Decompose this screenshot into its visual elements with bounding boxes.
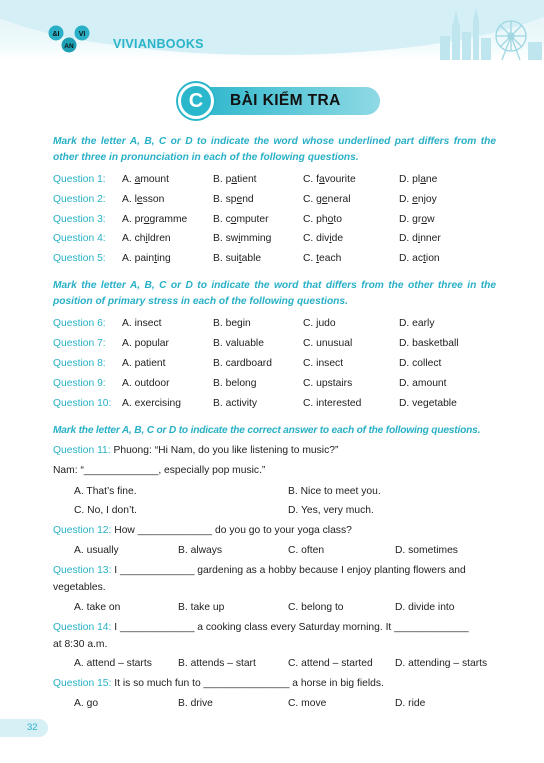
section-title: BÀI KIỂM TRA: [230, 92, 341, 109]
question-label: Question 12:: [53, 525, 112, 536]
question-label: Question 1:: [53, 174, 106, 185]
option-d[interactable]: D. early: [399, 318, 435, 329]
instruction-stress: Mark the letter A, B, C or D to indicate the word that differs from the other three in the position of primary stress in each of the following questions.: [53, 280, 496, 307]
question-11-line-2: Nam: “_____________, especially pop music.”: [53, 465, 266, 476]
option-c[interactable]: C. photo: [303, 214, 342, 225]
option-a[interactable]: A. exercising: [122, 398, 181, 409]
question-label: Question 4:: [53, 233, 106, 244]
option-b[interactable]: B. swimming: [213, 233, 272, 244]
logo-letters-bottom: AN: [64, 43, 74, 50]
option-b[interactable]: B. attends – start: [178, 658, 256, 669]
question-14-stem: [53, 622, 469, 633]
option-c[interactable]: C. upstairs: [303, 378, 353, 389]
option-d[interactable]: D. vegetable: [399, 398, 457, 409]
question-text: How _____________ do you go to your yoga class?: [111, 525, 352, 536]
option-a[interactable]: A. take on: [74, 602, 121, 613]
option-c[interactable]: C. interested: [303, 398, 362, 409]
option-c[interactable]: C. teach: [303, 253, 342, 264]
question-label: Question 13:: [53, 565, 112, 576]
option-d[interactable]: D. action: [399, 253, 440, 264]
question-label: Question 6:: [53, 318, 106, 329]
option-b[interactable]: B. take up: [178, 602, 225, 613]
option-c[interactable]: C. general: [303, 194, 351, 205]
option-c[interactable]: C. often: [288, 545, 325, 556]
question-label: Question 15:: [53, 678, 112, 689]
option-b[interactable]: B. computer: [213, 214, 269, 225]
option-b[interactable]: B. patient: [213, 174, 257, 185]
question-text: Phuong: “Hi Nam, do you like listening to music?”: [110, 445, 339, 456]
question-label: Question 7:: [53, 338, 106, 349]
option-a[interactable]: A. painting: [122, 253, 171, 264]
question-label: Question 10:: [53, 398, 112, 409]
option-b[interactable]: B. belong: [213, 378, 257, 389]
question-14-line-2: at 8:30 a.m.: [53, 639, 108, 650]
question-label: Question 8:: [53, 358, 106, 369]
logo-letters-left: &I: [52, 31, 60, 38]
option-d[interactable]: D. ride: [395, 698, 426, 709]
question-text: I _____________ a cooking class every Saturday morning. It _____________: [111, 622, 469, 633]
option-a[interactable]: A. patient: [122, 358, 166, 369]
option-d[interactable]: D. basketball: [399, 338, 459, 349]
brand-name: VIVIANBOOKS: [113, 37, 204, 51]
option-d[interactable]: D. plane: [399, 174, 438, 185]
option-b[interactable]: B. valuable: [213, 338, 264, 349]
option-a[interactable]: A. programme: [122, 214, 188, 225]
instruction-pronunciation: Mark the letter A, B, C or D to indicate the word whose underlined part differs from the other three in pronunciation in each of the following questions.: [53, 136, 496, 163]
option-a[interactable]: A. attend – starts: [74, 658, 152, 669]
option-d[interactable]: D. collect: [399, 358, 442, 369]
option-c[interactable]: C. unusual: [303, 338, 353, 349]
question-label: Question 14:: [53, 622, 112, 633]
option-a[interactable]: A. usually: [74, 545, 119, 556]
option-a[interactable]: A. amount: [122, 174, 169, 185]
section-header: [178, 83, 382, 119]
question-13-stem: [53, 565, 466, 576]
option-c[interactable]: C. move: [288, 698, 327, 709]
question-11-stem: [53, 445, 338, 456]
question-15-stem: [53, 678, 384, 689]
option-b[interactable]: B. spend: [213, 194, 254, 205]
option-b[interactable]: B. begin: [213, 318, 251, 329]
section-letter: C: [178, 83, 214, 119]
option-c[interactable]: C. attend – started: [288, 658, 373, 669]
instruction-correct-answer: Mark the letter A, B, C or D to indicate the correct answer to each of the following questions.: [53, 425, 481, 436]
option-d[interactable]: D. dinner: [399, 233, 441, 244]
option-d[interactable]: D. Yes, very much.: [288, 505, 374, 516]
question-12-stem: [53, 525, 352, 536]
option-c[interactable]: C. favourite: [303, 174, 356, 185]
option-c[interactable]: C. No, I don’t.: [74, 505, 137, 516]
option-b[interactable]: B. cardboard: [213, 358, 272, 369]
option-b[interactable]: B. drive: [178, 698, 213, 709]
option-a[interactable]: A. children: [122, 233, 171, 244]
option-c[interactable]: C. divide: [303, 233, 344, 244]
question-13-line-2: vegetables.: [53, 582, 106, 593]
city-skyline-icon: [436, 6, 544, 60]
option-b[interactable]: B. activity: [213, 398, 258, 409]
question-text: It is so much fun to _______________ a horse in big fields.: [111, 678, 384, 689]
page-number: 32: [0, 719, 48, 737]
option-d[interactable]: D. sometimes: [395, 545, 458, 556]
option-b[interactable]: B. Nice to meet you.: [288, 486, 381, 497]
option-a[interactable]: A. lesson: [122, 194, 165, 205]
option-a[interactable]: A. go: [74, 698, 99, 709]
option-c[interactable]: C. insect: [303, 358, 344, 369]
question-label: Question 11:: [53, 445, 111, 456]
option-a[interactable]: A. outdoor: [122, 378, 170, 389]
question-label: Question 5:: [53, 253, 106, 264]
question-label: Question 3:: [53, 214, 106, 225]
question-label: Question 2:: [53, 194, 106, 205]
option-d[interactable]: D. divide into: [395, 602, 455, 613]
option-d[interactable]: D. enjoy: [399, 194, 437, 205]
option-c[interactable]: C. belong to: [288, 602, 344, 613]
question-text: I _____________ gardening as a hobby because I enjoy planting flowers and: [111, 565, 466, 576]
option-b[interactable]: B. always: [178, 545, 223, 556]
option-a[interactable]: A. insect: [122, 318, 162, 329]
option-b[interactable]: B. suitable: [213, 253, 262, 264]
vivianbooks-logo: [42, 25, 102, 55]
option-d[interactable]: D. attending – starts: [395, 658, 488, 669]
option-d[interactable]: D. grow: [399, 214, 435, 225]
option-a[interactable]: A. That’s fine.: [74, 486, 137, 497]
option-a[interactable]: A. popular: [122, 338, 169, 349]
question-label: Question 9:: [53, 378, 106, 389]
option-c[interactable]: C. judo: [303, 318, 336, 329]
logo-letters-right: VI: [78, 31, 86, 38]
option-d[interactable]: D. amount: [399, 378, 447, 389]
